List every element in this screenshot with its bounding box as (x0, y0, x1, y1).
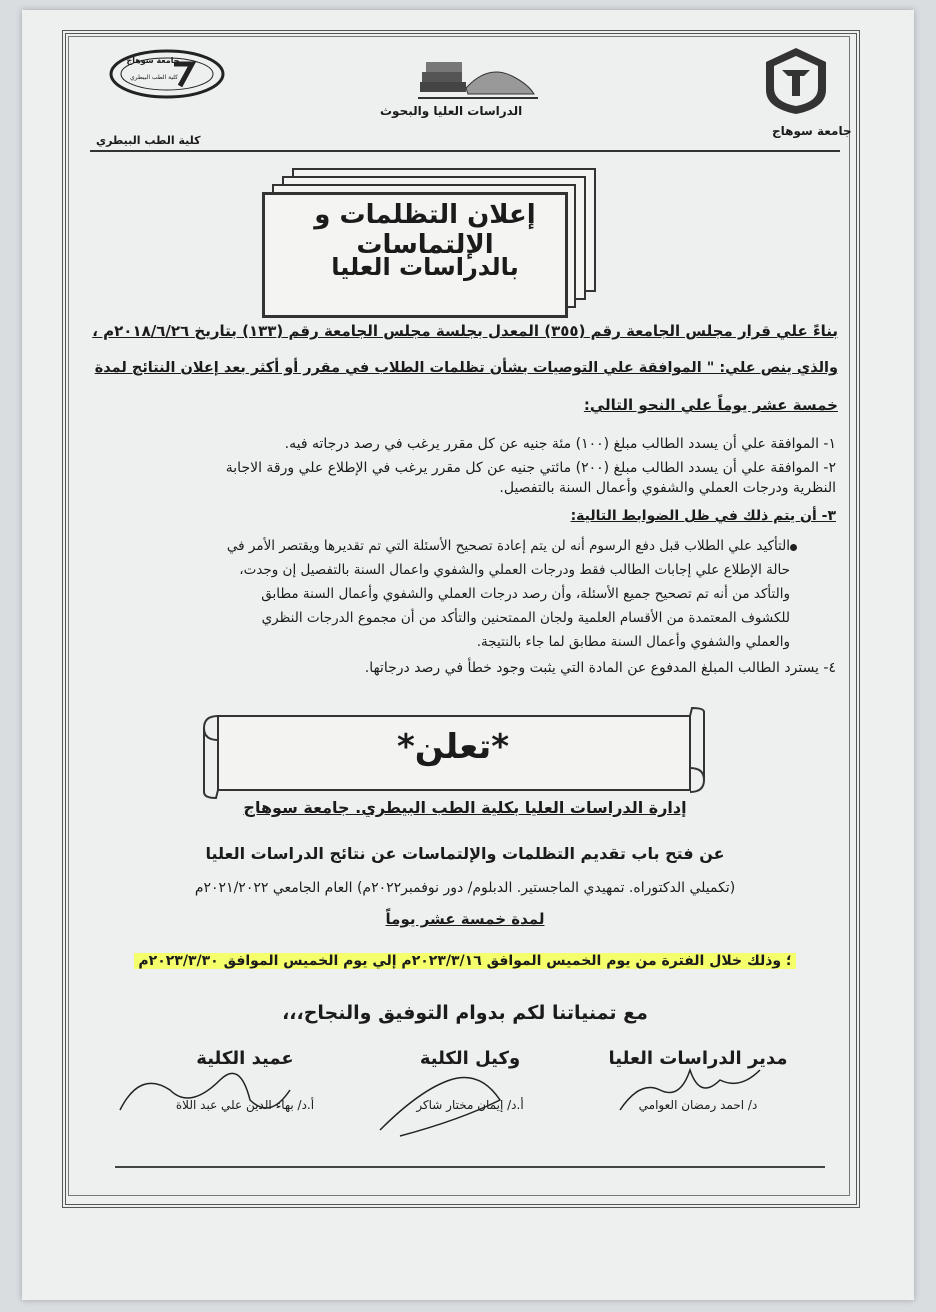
signature-title-vice-dean: وكيل الكلية (419, 1048, 521, 1069)
signature-name-vice-dean: أ.د/ إيمان مختار شاكر (416, 1098, 524, 1112)
header-faculty: كلية الطب البيطري (96, 134, 201, 147)
announce-period (110, 953, 820, 969)
signature-title-dean: عميد الكلية (196, 1048, 294, 1069)
signature-title-director: مدير الدراسات العليا (608, 1048, 788, 1069)
announce-line-4: لمدة خمسة عشر يوماً (385, 910, 545, 928)
books-logo (418, 54, 538, 102)
item-2: ٢- الموافقة علي أن يسدد الطالب مبلغ (٢٠٠) مائتي جنيه عن كل مقرر يرغب في الإطلاع علي ورقة الاجابة (225, 460, 836, 476)
signature-name-director: د/ احمد رمضان العوامي (638, 1098, 758, 1112)
header-center-title: الدراسات العليا والبحوث (380, 104, 523, 118)
announce-banner-text: *تعلن* (397, 727, 509, 767)
wishes-line: مع تمنياتنا لكم بدوام التوفيق والنجاح،،، (282, 1002, 648, 1024)
title-line-1: إعلان التظلمات و الإلتماسات (314, 200, 536, 260)
footer-divider (115, 1166, 825, 1168)
intro-line-2: والذي ينص علي: " الموافقة علي التوصيات بشأن تظلمات الطلاب في مقرر أو أكثر بعد إعلان النتائج لمدة (94, 360, 838, 376)
handwritten-signatures (100, 1050, 840, 1140)
item-2-cont: النظرية ودرجات العملي والشفوي وأعمال السنة بالتفصيل. (499, 480, 836, 496)
item-4: ٤- يسترد الطالب المبلغ المدفوع عن المادة التي يثبت وجود خطأ في رصد درجاتها. (364, 660, 836, 676)
bullet-dot (790, 544, 797, 551)
left-logo-subtext: كلية الطب البيطري (129, 74, 179, 81)
bullet-line-2: حالة الإطلاع علي إجابات الطالب فقط ودرجات العملي والشفوي واعمال السنة بالتفصيل إن وجدت، (239, 562, 790, 578)
left-logo-text: جامعة سوهاج (126, 56, 180, 65)
announce-line-2: عن فتح باب تقديم التظلمات والإلتماسات عن نتائج الدراسات العليا (205, 844, 725, 863)
header-divider (90, 150, 840, 152)
title-line-2: بالدراسات العليا (331, 253, 519, 281)
intro-line-1: بناءً علي قرار مجلس الجامعة رقم (٣٥٥) المعدل بجلسة مجلس الجامعة رقم (١٣٣) بتاريخ ٢٠١٨/٦/٢٦م ، (92, 322, 838, 340)
bullet-line-3: والتأكد من أنه تم تصحيح جميع الأسئلة، وأن رصد درجات العملي والشفوي وأعمال السنة مطابق (261, 586, 790, 602)
item-1: ١- الموافقة علي أن يسدد الطالب مبلغ (١٠٠) مئة جنيه عن كل مقرر يرغب في رصد درجاته فيه. (284, 436, 836, 452)
intro-line-3: خمسة عشر يوماً علي النحو التالي: (583, 396, 838, 414)
signature-name-dean: أ.د/ بهاء الدين علي عبد اللاة (175, 1098, 315, 1112)
university-logo (762, 46, 830, 116)
announce-line-1: إدارة الدراسات العليا بكلية الطب البيطري. جامعة سوهاج (243, 798, 687, 817)
announce-period-text: ؛ وذلك خلال الفترة من يوم الخميس الموافق ٢٠٢٣/٣/١٦م إلي يوم الخميس الموافق ٢٠٢٣/٣/٣٠م (134, 953, 795, 969)
bullet-line-1: التأكيد علي الطلاب قبل دفع الرسوم أنه لن يتم إعادة تصحيح الأسئلة التي تم تقديرها ويقتصر الأمر في (226, 538, 790, 554)
header-university: جامعة سوهاج (772, 124, 852, 138)
announce-line-3: (تكميلي الدكتوراه. تمهيدي الماجستير. الدبلوم/ دور نوفمبر٢٠٢٢م) العام الجامعي ٢٠٢١/٢٠٢٢م (194, 880, 736, 896)
item-3: ٣- أن يتم ذلك في ظل الضوابط التالية: (570, 508, 836, 524)
bullet-line-4: للكشوف المعتمدة من الأقسام العلمية ولجان الممتحنين والتأكد من أن مجموع الدرجات النظري (261, 610, 790, 626)
bullet-line-5: والعملي والشفوي وأعمال السنة مطابق لما جاء بالنتيجة. (476, 634, 790, 650)
